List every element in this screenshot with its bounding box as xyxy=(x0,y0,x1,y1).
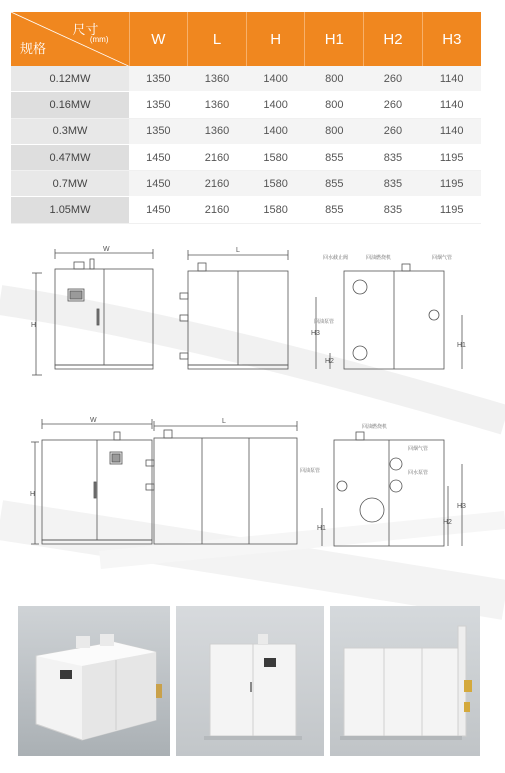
cell-w: 1450 xyxy=(129,144,188,170)
dim-h-label: H xyxy=(31,322,37,329)
cell-h2: 260 xyxy=(364,92,423,118)
table-row xyxy=(11,92,481,118)
dim-h3-label: H3 xyxy=(311,330,320,337)
cell-h1: 855 xyxy=(305,171,364,197)
back-label-2: 回油燃烧机 xyxy=(366,255,392,261)
dim-w-label: W xyxy=(103,246,110,253)
dim-w-label: W xyxy=(90,417,97,424)
front-view-large-drawing xyxy=(30,412,155,552)
cell-h: 1580 xyxy=(246,197,305,223)
back-label-3: 回水泵管 xyxy=(408,470,429,476)
back-label-3: 回烟气管 xyxy=(432,255,453,261)
cell-h3: 1195 xyxy=(422,144,481,170)
cell-l: 2160 xyxy=(188,197,247,223)
back-label-2: 回烟气管 xyxy=(408,446,429,452)
row-model: 0.12MW xyxy=(11,66,129,92)
cell-h1: 800 xyxy=(305,118,364,144)
table-row xyxy=(11,171,481,197)
row-model: 0.3MW xyxy=(11,118,129,144)
row-model: 1.05MW xyxy=(11,197,129,223)
boiler-front-image xyxy=(176,606,324,756)
table-row xyxy=(11,66,481,92)
cell-l: 2160 xyxy=(188,144,247,170)
dim-h2-label: H2 xyxy=(443,519,452,526)
cell-h1: 855 xyxy=(305,197,364,223)
header-h: H xyxy=(246,12,305,66)
cell-h2: 835 xyxy=(364,171,423,197)
cell-w: 1350 xyxy=(129,118,188,144)
dim-l-label: L xyxy=(236,247,240,254)
cell-h: 1400 xyxy=(246,92,305,118)
cell-h1: 800 xyxy=(305,92,364,118)
corner-size-label: 尺寸 xyxy=(72,22,99,37)
cell-h: 1580 xyxy=(246,144,305,170)
table-row xyxy=(11,144,481,170)
cell-h2: 260 xyxy=(364,66,423,92)
cell-h3: 1140 xyxy=(422,92,481,118)
dim-h1-label: H1 xyxy=(457,342,466,349)
cell-h3: 1140 xyxy=(422,66,481,92)
cell-h2: 835 xyxy=(364,197,423,223)
back-label-4: 回油泵管 xyxy=(300,468,321,474)
header-h3: H3 xyxy=(422,12,481,66)
cell-l: 2160 xyxy=(188,171,247,197)
corner-header xyxy=(11,12,129,66)
boiler-photo-front xyxy=(176,606,324,756)
back-view-small-drawing xyxy=(306,245,476,385)
back-label-1: 回水截止阀 xyxy=(323,255,349,261)
row-model: 0.47MW xyxy=(11,144,129,170)
cell-h: 1400 xyxy=(246,118,305,144)
cell-w: 1350 xyxy=(129,66,188,92)
row-model: 0.7MW xyxy=(11,171,129,197)
table-row xyxy=(11,118,481,144)
header-w: W xyxy=(129,12,188,66)
dim-h1-label: H1 xyxy=(317,525,326,532)
cell-l: 1360 xyxy=(188,118,247,144)
row-model: 0.16MW xyxy=(11,92,129,118)
header-l: L xyxy=(188,12,247,66)
dim-h3-label: H3 xyxy=(457,503,466,510)
cell-h3: 1195 xyxy=(422,171,481,197)
cell-h1: 855 xyxy=(305,144,364,170)
cell-h3: 1195 xyxy=(422,197,481,223)
dim-h2-label: H2 xyxy=(325,358,334,365)
corner-model-label: 规格 xyxy=(20,41,47,56)
side-view-small-drawing xyxy=(172,245,297,385)
back-label-1: 回油燃烧机 xyxy=(362,424,388,430)
boiler-angled-image xyxy=(18,606,170,756)
cell-w: 1450 xyxy=(129,171,188,197)
boiler-photo-angled xyxy=(18,606,170,756)
cell-h1: 800 xyxy=(305,66,364,92)
cell-h: 1400 xyxy=(246,66,305,92)
side-view-large-drawing xyxy=(142,412,304,552)
back-view-large-drawing xyxy=(300,412,478,552)
front-view-small-drawing xyxy=(30,245,160,385)
boiler-photo-back xyxy=(330,606,480,756)
cell-l: 1360 xyxy=(188,66,247,92)
cell-l: 1360 xyxy=(188,92,247,118)
header-h1: H1 xyxy=(305,12,364,66)
cell-h2: 835 xyxy=(364,144,423,170)
table-row xyxy=(11,197,481,223)
boiler-back-image xyxy=(330,606,480,756)
dim-h-label: H xyxy=(30,491,36,498)
cell-h: 1580 xyxy=(246,171,305,197)
spec-table-header xyxy=(11,12,481,66)
corner-unit-label: (mm) xyxy=(89,35,109,44)
header-h2: H2 xyxy=(364,12,423,66)
cell-h2: 260 xyxy=(364,118,423,144)
dim-l-label: L xyxy=(222,418,226,425)
cell-w: 1350 xyxy=(129,92,188,118)
back-label-4: 回油泵管 xyxy=(314,319,335,325)
spec-table xyxy=(11,12,481,224)
cell-w: 1450 xyxy=(129,197,188,223)
cell-h3: 1140 xyxy=(422,118,481,144)
